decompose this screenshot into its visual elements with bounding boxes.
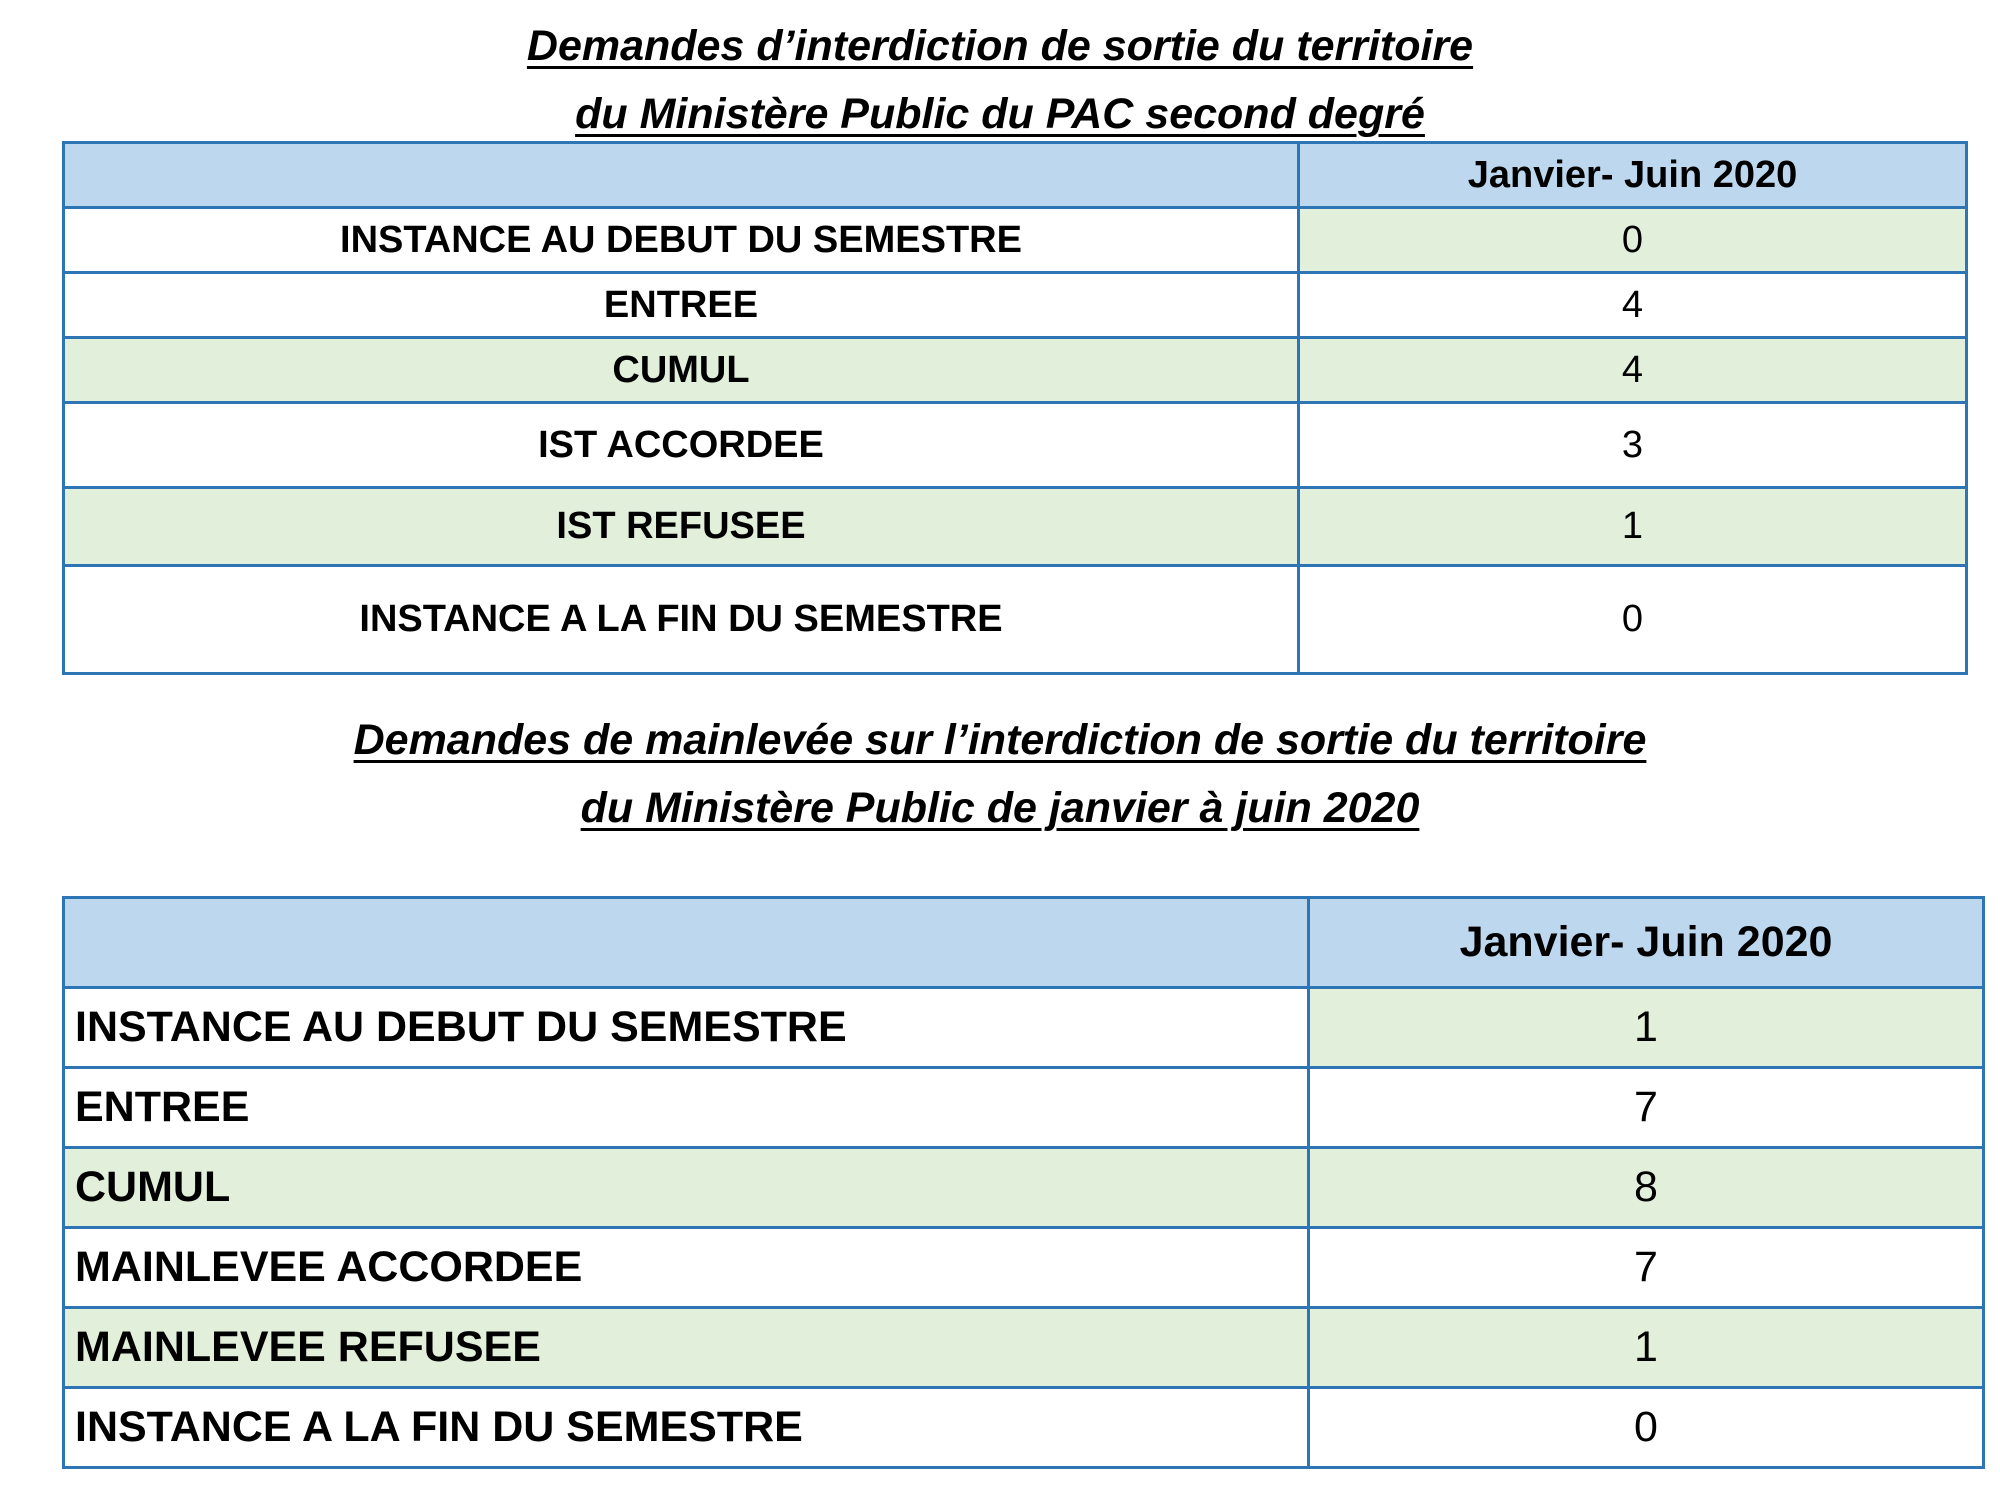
table-row [64,1228,1984,1308]
row-label: ENTREE [64,1068,1309,1148]
table-row [64,566,1967,674]
row-label: ENTREE [64,273,1299,338]
row-label: INSTANCE A LA FIN DU SEMESTRE [64,1388,1309,1468]
row-value: 7 [1309,1068,1984,1148]
row-label: MAINLEVEE REFUSEE [64,1308,1309,1388]
section2-title-line2: du Ministère Public de janvier à juin 2020 [580,784,1420,832]
section2-title [0,706,2000,842]
row-value: 0 [1299,208,1967,273]
section1-title [0,12,2000,148]
table-header-row [64,898,1984,988]
table-row [64,208,1967,273]
period-header: Janvier- Juin 2020 [1299,143,1967,208]
period-header: Janvier- Juin 2020 [1309,898,1984,988]
row-value: 8 [1309,1148,1984,1228]
table-row [64,338,1967,403]
table-header-row [64,143,1967,208]
row-label: CUMUL [64,338,1299,403]
row-value: 0 [1299,566,1967,674]
section2-title-line1: Demandes de mainlevée sur l’interdiction de sortie du territoire [353,716,1647,764]
row-label: IST REFUSEE [64,488,1299,566]
row-value: 7 [1309,1228,1984,1308]
row-value: 3 [1299,403,1967,488]
row-label: INSTANCE A LA FIN DU SEMESTRE [64,566,1299,674]
header-label-cell [64,143,1299,208]
row-value: 1 [1299,488,1967,566]
row-value: 4 [1299,338,1967,403]
table-row [64,988,1984,1068]
row-value: 4 [1299,273,1967,338]
table-row [64,1148,1984,1228]
row-label: MAINLEVEE ACCORDEE [64,1228,1309,1308]
section1-title-line1: Demandes d’interdiction de sortie du territoire [526,22,1474,70]
table-row [64,403,1967,488]
row-label: IST ACCORDEE [64,403,1299,488]
row-value: 0 [1309,1388,1984,1468]
section1-table [62,141,1968,675]
row-label: CUMUL [64,1148,1309,1228]
row-value: 1 [1309,1308,1984,1388]
section1-title-line2: du Ministère Public du PAC second degré [575,90,1425,138]
header-label-cell [64,898,1309,988]
table-row [64,1388,1984,1468]
row-label: INSTANCE AU DEBUT DU SEMESTRE [64,988,1309,1068]
section2-table [62,896,1985,1469]
table-row [64,488,1967,566]
row-value: 1 [1309,988,1984,1068]
row-label: INSTANCE AU DEBUT DU SEMESTRE [64,208,1299,273]
table-row [64,1068,1984,1148]
table-row [64,1308,1984,1388]
table-row [64,273,1967,338]
